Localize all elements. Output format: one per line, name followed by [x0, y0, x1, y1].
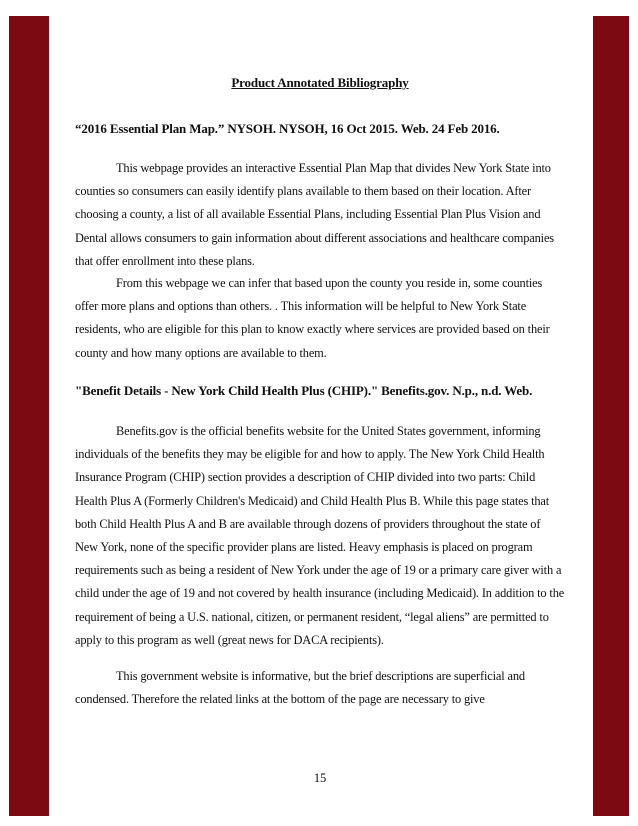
citation-2: "Benefit Details - New York Child Health Plus (CHIP)." Benefits.gov. N.p., n.d. Web. — [75, 383, 533, 398]
left-decorative-border — [9, 16, 49, 816]
entry-1-paragraph-2: From this webpage we can infer that based upon the county you reside in, some counties offer more plans and options than others. . This information will be helpful to New York State residents, who are eligible for this plan to know exactly where services are provided based on their county and how many options are available to them. — [75, 276, 550, 360]
citation-1: “2016 Essential Plan Map.” NYSOH. NYSOH, 16 Oct 2015. Web. 24 Feb 2016. — [75, 121, 500, 136]
page-number: 15 — [313, 771, 327, 785]
entry-1-paragraph-1: This webpage provides an interactive Essential Plan Map that divides New York State into counties so consumers can easily identify plans available to them based on their location. After choosing a county, a list of all available Essential Plans, including Essential Plan Plus Vision and Dental allows consumers to gain information about different associations and healthcare companies that offer enrollment into these plans. — [75, 161, 554, 268]
entry-2-paragraph-1: Benefits.gov is the official benefits website for the United States government, informing individuals of the benefits they may be eligible for and how to apply. The New York Child Health Insurance Program (CHIP) section provides a description of CHIP divided into two parts: Child Health Plus A (Formerly Children's Medicaid) and Child Health Plus B. While this page states that both Child Health Plus A and B are available through dozens of providers throughout the state of New York, none of the specific provider plans are listed. Heavy emphasis is placed on program requirements such as being a resident of New York under the age of 19 or a primary care giver with a child under the age of 19 and not covered by health insurance (including Medicaid). In addition to the requirement of being a U.S. national, citizen, or permanent resident, “legal aliens” are permitted to apply to this program as well (great news for DACA recipients). — [75, 424, 565, 647]
right-decorative-border — [593, 16, 629, 816]
entry-2-paragraph-2: This government website is informative, but the brief descriptions are superficial and condensed. Therefore the related links at the bottom of the page are necessary to give — [75, 669, 525, 707]
document-page — [75, 0, 565, 826]
page-title: Product Annotated Bibliography — [231, 75, 409, 90]
